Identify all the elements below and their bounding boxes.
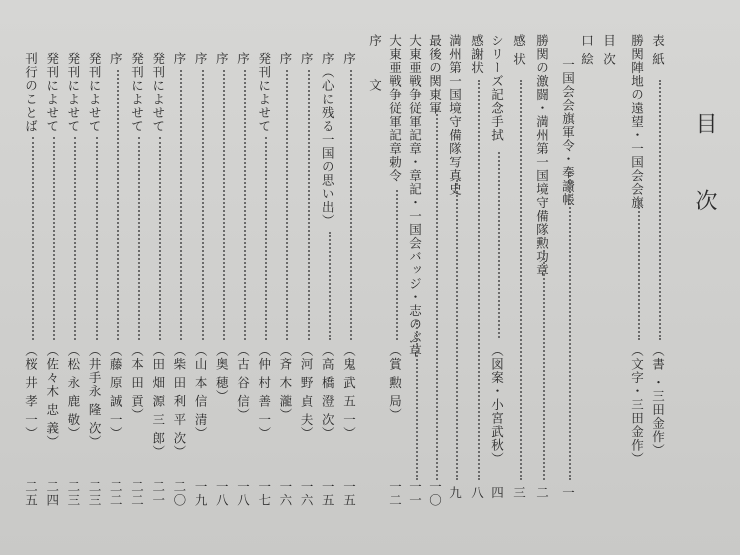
leader-dots (286, 70, 288, 341)
preface-author: （佐々木 忠 義） (44, 344, 60, 449)
page-number: 一〇 (427, 480, 443, 507)
preface-author: （斉 木 瀧） (277, 344, 293, 422)
entry-cover-title: 勝関陣地の遠望・一国会会旗 (629, 34, 645, 210)
entry-medal-title: 大東亜戦争従軍記章・章記・一国会バッジ・志のぶ草 (407, 34, 423, 358)
preface-label: 序 (341, 52, 357, 66)
preface-label: 序 (277, 52, 293, 66)
preface-label: 序 (171, 52, 187, 66)
page-number: 二一 (150, 480, 166, 507)
preface-label: 序（心に残る一国の思い出） (320, 52, 336, 228)
entry-cover-author2: （文字・三田金作） (629, 344, 645, 466)
leader-dots (117, 70, 119, 341)
leader-dots (478, 80, 480, 480)
preface-author: （本 田 貢） (129, 344, 145, 422)
preface-author: （古 谷 信） (235, 344, 251, 422)
entry-letter-category: 感 状 (511, 34, 527, 66)
preface-label: 発刊によせて (129, 52, 145, 133)
page-number: 二〇 (171, 480, 187, 507)
leader-dots (202, 70, 204, 341)
leader-dots (244, 70, 246, 341)
leader-dots (96, 137, 98, 340)
preface-label: 発刊によせて (87, 52, 103, 133)
page-number: 一一 (407, 480, 423, 507)
page-title: 目 次 (692, 112, 717, 235)
entry-contents: 目 次 (601, 34, 617, 66)
leader-dots (569, 168, 571, 480)
leader-dots (416, 320, 418, 480)
preface-author: （藤 原 誠 一） (108, 344, 124, 440)
preface-author: （高 橋 澄 次） (320, 344, 336, 440)
page-number: 一九 (193, 480, 209, 507)
page-number: 八 (469, 486, 485, 500)
entry-frontispiece-category: 口 絵 (579, 34, 595, 66)
preface-author: （桜 井 孝 一） (23, 344, 39, 440)
preface-label: 刊行のことば (23, 52, 39, 133)
entry-series-title: シリーズ記念手拭 (489, 34, 505, 142)
leader-dots (350, 70, 352, 341)
page-number: 一八 (214, 480, 230, 507)
preface-label: 発刊によせて (150, 52, 166, 133)
preface-author: （井手永 隆 次） (87, 344, 103, 449)
page-number: 一五 (320, 480, 336, 507)
preface-label: 序 (235, 52, 251, 66)
leader-dots (138, 137, 140, 340)
entry-jo-category: 序 文 (367, 34, 383, 105)
preface-label: 序 (193, 52, 209, 66)
preface-author: （松 永 鹿 敬） (65, 344, 81, 440)
leader-dots (53, 137, 55, 340)
leader-dots (265, 137, 267, 340)
page-number: 二二 (129, 480, 145, 507)
leader-dots (329, 232, 331, 341)
leader-dots (223, 70, 225, 341)
entry-photo2-title: 満州第一国境守備隊写真史 (447, 34, 463, 196)
entry-kanto-title: 最後の関東軍 (427, 34, 443, 115)
page-number: 一五 (341, 480, 357, 507)
preface-author: （田 畑 源 三 郎） (150, 344, 166, 459)
leader-dots (456, 180, 458, 480)
page-number: 一六 (277, 480, 293, 507)
leader-dots (638, 200, 640, 340)
leader-dots (159, 137, 161, 340)
preface-author: （仲 村 善 一） (256, 344, 272, 440)
leader-dots (520, 80, 522, 480)
page-number: 二三 (87, 480, 103, 507)
page-number: 三 (511, 486, 527, 500)
entry-photo1-title: 勝関の激闘・満州第一国境守備隊勲功章 (534, 34, 550, 277)
leader-dots (498, 152, 500, 338)
page-number: 一八 (235, 480, 251, 507)
entry-thanks-title: 感謝状 (469, 34, 485, 75)
leader-dots (543, 250, 545, 480)
preface-label: 序 (108, 52, 124, 66)
page-number: 九 (447, 486, 463, 500)
page-number: 一二 (387, 480, 403, 507)
entry-cover-category: 表 紙 (650, 34, 666, 66)
page-number: 二五 (23, 480, 39, 507)
leader-dots (32, 137, 34, 340)
preface-label: 序 (299, 52, 315, 66)
page-number: 二 (534, 486, 550, 500)
leader-dots (180, 70, 182, 341)
preface-author: （河 野 貞 夫） (299, 344, 315, 440)
preface-author: （鬼 武 五 一） (341, 344, 357, 440)
entry-cover-author: （書 ・三田金作） (650, 344, 666, 457)
leader-dots (436, 110, 438, 480)
leader-dots (308, 70, 310, 341)
page-number: 二四 (44, 480, 60, 507)
entry-medal2-author: （賞 勲 局） (387, 344, 403, 422)
leader-dots (659, 80, 661, 340)
entry-frontispiece-title: 一国会会旗軍令・奉讃帳 (560, 58, 576, 207)
preface-label: 発刊によせて (65, 52, 81, 133)
page-number: 一 (560, 486, 576, 500)
preface-label: 序 (214, 52, 230, 66)
preface-author: （山 本 信 清） (193, 344, 209, 440)
page-number: 二三 (65, 480, 81, 507)
preface-label: 発刊によせて (256, 52, 272, 133)
page-number: 一六 (299, 480, 315, 507)
preface-author: （柴 田 利 平 次） (171, 344, 187, 459)
page-number: 一七 (256, 480, 272, 507)
entry-medal2-title: 大東亜戦争従軍記章勅令 (387, 34, 403, 183)
entry-series-author: （図案・小宮武秋） (489, 344, 505, 466)
page-number: 四 (489, 486, 505, 500)
page-number: 二二 (108, 480, 124, 507)
preface-author: （奥 穂） (214, 344, 230, 403)
preface-label: 発刊によせて (44, 52, 60, 133)
leader-dots (396, 190, 398, 340)
leader-dots (74, 137, 76, 340)
